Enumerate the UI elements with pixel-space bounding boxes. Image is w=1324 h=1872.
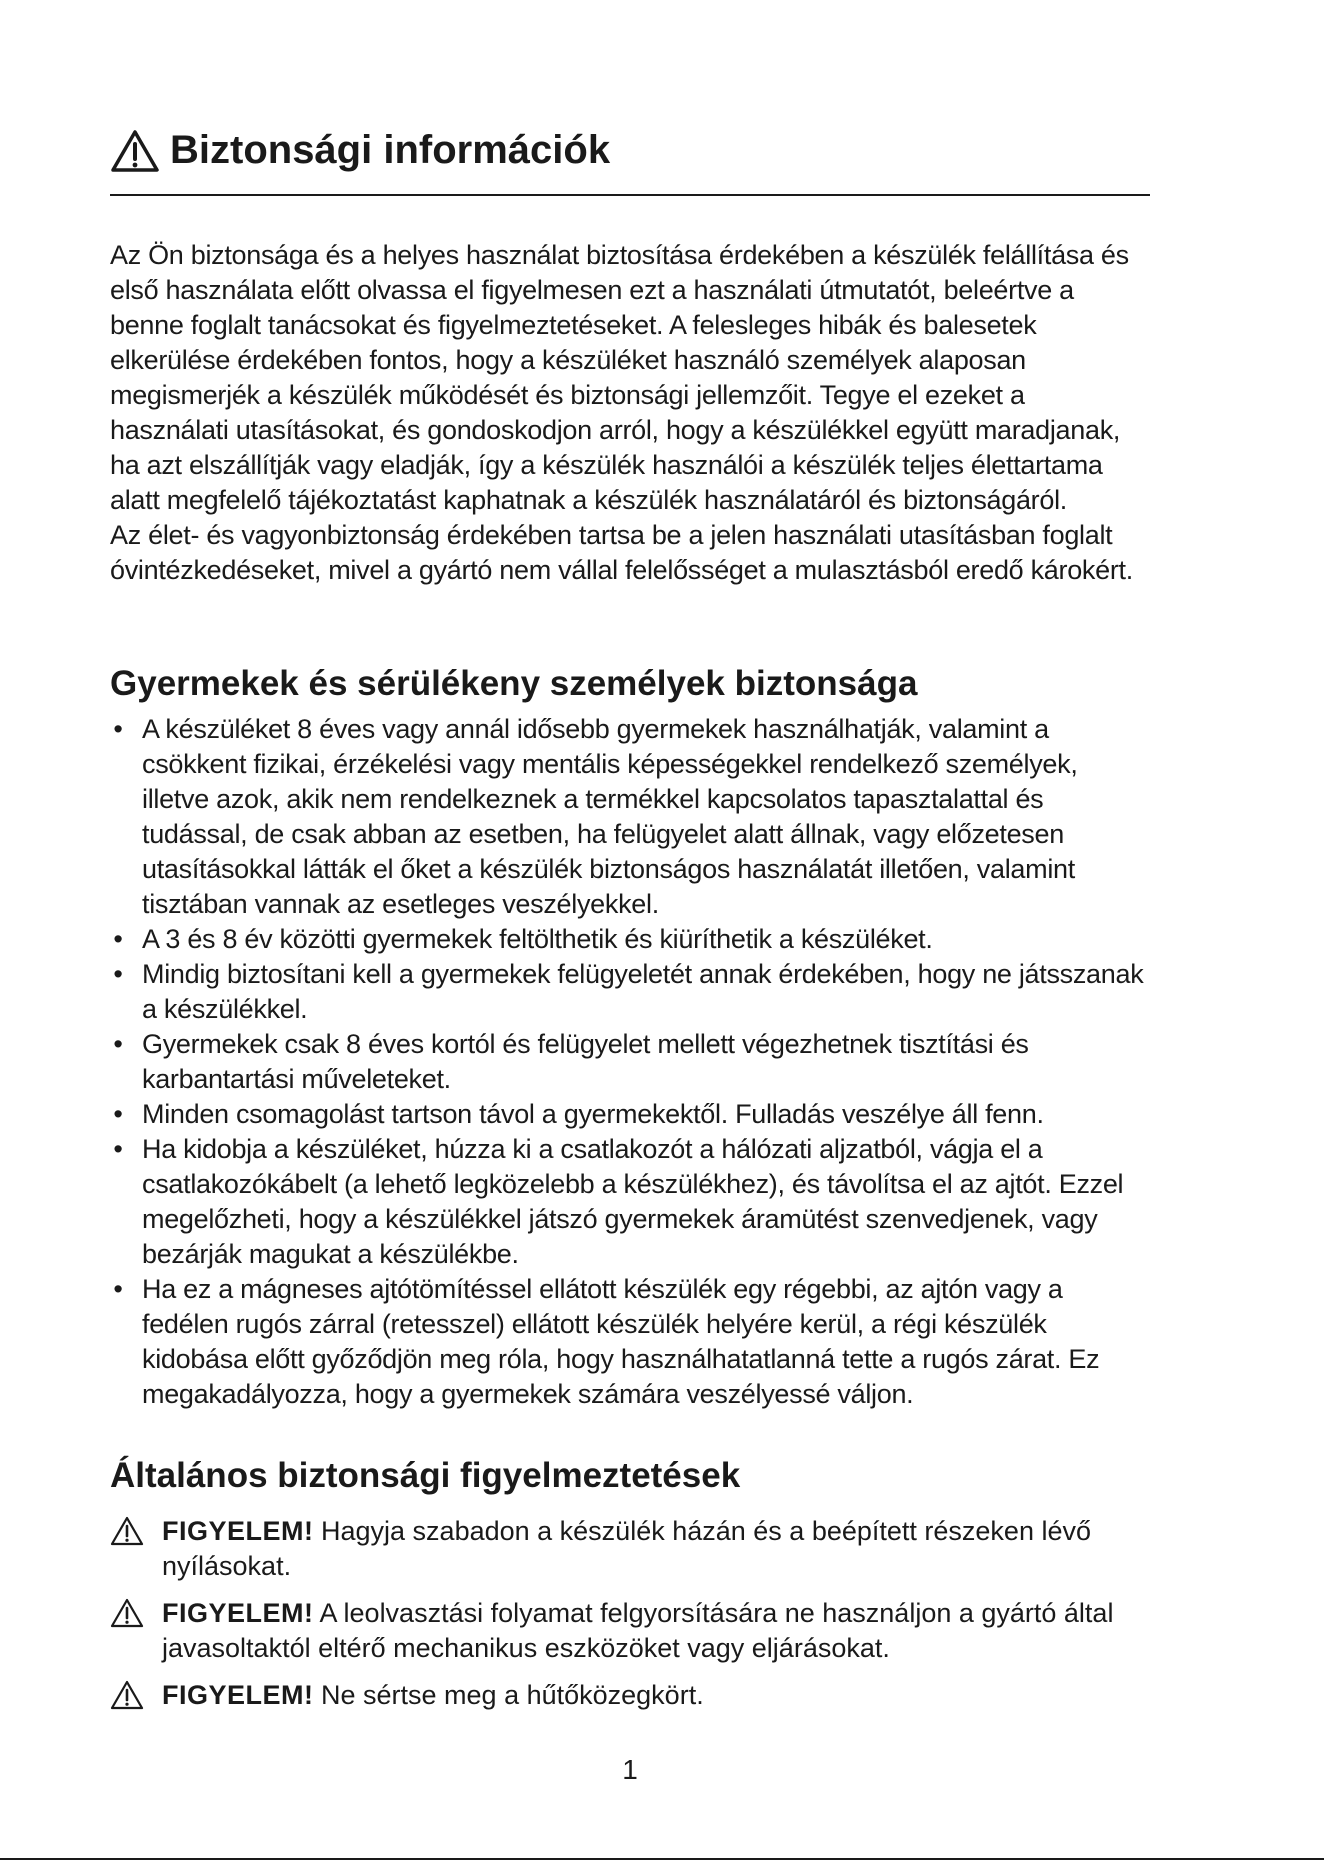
bullet-glyph: •	[113, 1099, 123, 1129]
page-title: Biztonsági információk	[170, 128, 611, 172]
bullet-glyph: •	[113, 1274, 123, 1304]
intro-text	[110, 238, 1150, 588]
list-item	[110, 922, 1150, 957]
children-safety-list	[110, 712, 1150, 1412]
warning-triangle-icon	[110, 1516, 144, 1546]
children-safety-heading: Gyermekek és sérülékeny személyek biztonsága	[110, 664, 918, 703]
list-item-text: Ha ez a mágneses ajtótömítéssel ellátott készülék egy régebbi, az ajtón vagy a fedélen rugós zárral (retesszel) ellátott készülék helyére kerül, a régi készülék kidobása előtt győződjön meg róla, hogy használhatatlanná tette a rugós zárat. Ez megakadályozza, hogy a gyermekek számára veszélyessé váljon.	[142, 1274, 1100, 1409]
list-item	[110, 957, 1150, 1027]
warning-label: FIGYELEM!	[162, 1680, 314, 1710]
list-item-text: Minden csomagolást tartson távol a gyermekektől. Fulladás veszélye áll fenn.	[142, 1099, 1044, 1129]
intro-paragraph: Az élet- és vagyonbiztonság érdekében tartsa be a jelen használati utasításban foglalt óvintézkedéseket, mivel a gyártó nem vállal felelősséget a mulasztásból eredő károkért.	[110, 520, 1133, 585]
warning-item	[110, 1514, 1150, 1584]
warning-triangle-icon	[110, 1680, 144, 1710]
warning-text: A leolvasztási folyamat felgyorsítására ne használjon a gyártó által javasoltaktól eltérő mechanikus eszközöket vagy eljárásokat.	[162, 1598, 1114, 1663]
list-item	[110, 1027, 1150, 1097]
intro-paragraph: Az Ön biztonsága és a helyes használat biztosítása érdekében a készülék felállítása és első használata előtt olvassa el figyelmesen ezt a használati útmutatót, beleértve a benne foglalt tanácsokat és figyelmeztetéseket. A felesleges hibák és balesetek elkerülése érdekében fontos, hogy a készüléket használó személyek alaposan megismerjék a készülék működését és biztonsági jellemzőit. Tegye el ezeket a használati utasításokat, és gondoskodjon arról, hogy a készülékkel együtt maradjanak, ha azt elszállítják vagy eladják, így a készülék használói a készülék teljes élettartama alatt megfelelő tájékoztatást kaphatnak a készülék használatáról és biztonságáról.	[110, 240, 1129, 515]
title-row	[110, 128, 1150, 173]
list-item-text: Ha kidobja a készüléket, húzza ki a csatlakozót a hálózati aljzatból, vágja el a csatlakozókábelt (a lehető legközelebb a készülékhez), és távolítsa el az ajtót. Ezzel megelőzheti, hogy a készülékkel játszó gyermekek áramütést szenvedjenek, vagy bezárják magukat a készülékbe.	[142, 1134, 1124, 1269]
list-item	[110, 1272, 1150, 1412]
bullet-glyph: •	[113, 1134, 123, 1164]
page-bottom-rule	[0, 1858, 1324, 1860]
bullet-glyph: •	[113, 714, 123, 744]
warning-item	[110, 1678, 1150, 1713]
list-item-text: Gyermekek csak 8 éves kortól és felügyelet mellett végezhetnek tisztítási és karbantartási műveleteket.	[142, 1029, 1029, 1094]
warning-text: Hagyja szabadon a készülék házán és a beépített részeken lévő nyílásokat.	[162, 1516, 1091, 1581]
warnings-list	[110, 1514, 1150, 1725]
list-item-text: A készüléket 8 éves vagy annál idősebb gyermekek használhatják, valamint a csökkent fizikai, érzékelési vagy mentális képességekkel rendelkező személyek, illetve azok, akik nem rendelkeznek a termékkel kapcsolatos tapasztalattal és tudással, de csak abban az esetben, ha felügyelet alatt állnak, vagy előzetesen utasításokkal látták el őket a készülék biztonságos használatát illetően, valamint tisztában vannak az esetleges veszélyekkel.	[142, 714, 1078, 919]
page-number: 1	[622, 1754, 638, 1785]
warning-item	[110, 1596, 1150, 1666]
bullet-glyph: •	[113, 959, 123, 989]
list-item-text: Mindig biztosítani kell a gyermekek felügyeletét annak érdekében, hogy ne játsszanak a készülékkel.	[142, 959, 1144, 1024]
list-item	[110, 712, 1150, 922]
list-item	[110, 1132, 1150, 1272]
general-warnings-heading: Általános biztonsági figyelmeztetések	[110, 1456, 741, 1495]
warning-label: FIGYELEM!	[162, 1598, 314, 1628]
warning-triangle-icon	[110, 1598, 144, 1628]
title-divider	[110, 194, 1150, 196]
bullet-glyph: •	[113, 1029, 123, 1059]
warning-triangle-icon	[110, 129, 160, 173]
warning-text: Ne sértse meg a hűtőközegkört.	[313, 1680, 704, 1710]
bullet-glyph: •	[113, 924, 123, 954]
list-item	[110, 1097, 1150, 1132]
list-item-text: A 3 és 8 év közötti gyermekek feltölthetik és kiüríthetik a készüléket.	[142, 924, 933, 954]
warning-label: FIGYELEM!	[162, 1516, 314, 1546]
